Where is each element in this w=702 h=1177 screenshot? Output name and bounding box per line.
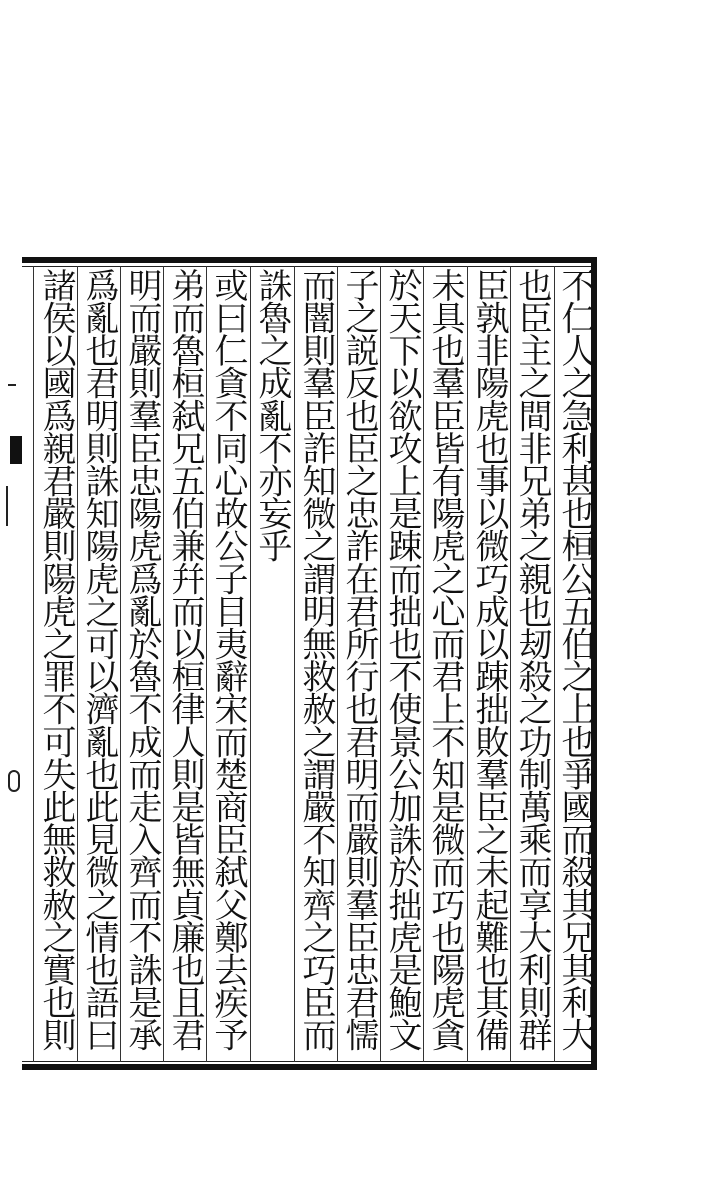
text-column: 而闇則羣臣詐知微之謂明無救赦之謂嚴不知齊之巧臣而: [296, 268, 336, 1051]
text-column: 臣孰非陽虎也事以微巧成以踈拙敗羣臣之未起難也其備: [469, 268, 509, 1051]
text-column: 未具也羣臣皆有陽虎之心而君上不知是微而巧也陽虎貪: [425, 268, 465, 1051]
fold-mark: [8, 770, 20, 792]
fold-mark: [10, 436, 22, 464]
text-column: 不仁人之急利甚也桓公五伯之上也爭國而殺其兄其利大: [555, 268, 595, 1051]
text-column: 明而嚴則羣臣忠陽虎爲亂於魯不成而走入齊而不誅是承: [122, 268, 162, 1051]
column-rule: [33, 266, 34, 1062]
text-column: 弟而魯桓弑兄五伯兼幷而以桓律人則是皆無貞廉也且君: [165, 268, 205, 1051]
text-column: 爲亂也君明則誅知陽虎之可以濟亂也此見微之情也語曰: [79, 268, 119, 1051]
text-column: 誅魯之成亂不亦妄乎: [252, 268, 292, 562]
fold-mark: [8, 384, 16, 386]
text-column: 也臣主之間非兄弟之親也刼殺之功制萬乘而享大利則群: [512, 268, 552, 1051]
text-column: 或曰仁貪不同心故公子目夷辭宋而楚商臣弑父鄭去疾予: [208, 268, 248, 1051]
column-blank-space: [254, 575, 292, 1061]
text-column: 子之説反也臣之忠詐在君所行也君明而嚴則羣臣忠君懦: [339, 268, 379, 1051]
text-column: 於天下以欲攻上是踈而拙也不使景公加誅於拙虎是鮑文: [382, 268, 422, 1051]
text-column: 諸侯以國爲親君嚴則陽虎之罪不可失此無救赦之實也則: [36, 268, 76, 1051]
fold-mark: [6, 486, 16, 526]
